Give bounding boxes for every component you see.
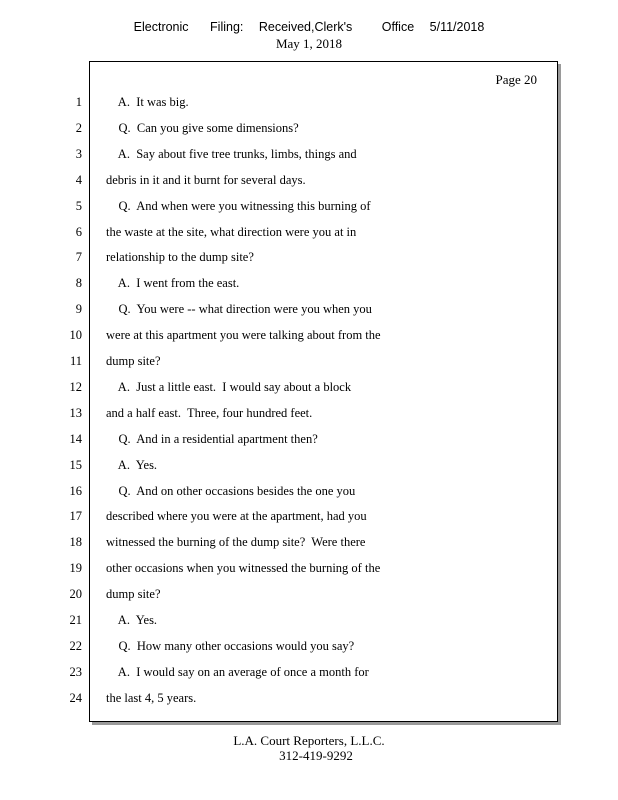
line-number: 10 bbox=[69, 328, 82, 342]
line-number: 2 bbox=[75, 121, 82, 135]
line-number: 21 bbox=[69, 613, 82, 627]
transcript-line: Q. How many other occasions would you say? bbox=[106, 639, 355, 653]
reporter-company: L.A. Court Reporters, L.L.C. bbox=[233, 733, 385, 748]
line-number: 19 bbox=[69, 561, 82, 575]
transcript-line: described where you were at the apartment, had you bbox=[106, 509, 367, 523]
line-number: 18 bbox=[69, 535, 82, 549]
transcript-line: Q. Can you give some dimensions? bbox=[106, 121, 299, 135]
transcript-line: debris in it and it burnt for several days. bbox=[106, 173, 306, 187]
filing-stamp bbox=[0, 20, 618, 35]
line-number: 12 bbox=[69, 380, 82, 394]
transcript-line: A. It was big. bbox=[106, 95, 189, 109]
transcript-line: the waste at the site, what direction were you at in bbox=[106, 225, 357, 239]
transcript-line: relationship to the dump site? bbox=[106, 250, 254, 264]
line-number: 9 bbox=[75, 302, 82, 316]
transcript-line: the last 4, 5 years. bbox=[106, 691, 197, 705]
line-number: 16 bbox=[69, 484, 82, 498]
transcript-line: A. Yes. bbox=[106, 458, 158, 472]
line-number: 7 bbox=[75, 250, 82, 264]
page-number: Page 20 bbox=[495, 72, 537, 87]
line-number: 5 bbox=[75, 199, 82, 213]
line-number: 23 bbox=[69, 665, 82, 679]
transcript-line: Q. You were -- what direction were you when you bbox=[106, 302, 372, 316]
line-number: 14 bbox=[69, 432, 82, 446]
filing-date: 5/11/2018 bbox=[429, 20, 485, 34]
transcript-line: dump site? bbox=[106, 354, 161, 368]
transcript-line: A. I went from the east. bbox=[106, 276, 240, 290]
line-number: 24 bbox=[69, 691, 82, 705]
transcript-line: A. I would say on an average of once a month for bbox=[106, 665, 369, 679]
transcript-line: witnessed the burning of the dump site? Were there bbox=[106, 535, 366, 549]
transcript-line: Q. And on other occasions besides the one you bbox=[106, 484, 356, 498]
reporter-phone: 312-419-9292 bbox=[279, 748, 353, 763]
line-number: 6 bbox=[75, 225, 82, 239]
line-number: 17 bbox=[69, 509, 82, 523]
transcript-line: A. Just a little east. I would say about a block bbox=[106, 380, 352, 394]
transcript-line: were at this apartment you were talking about from the bbox=[106, 328, 381, 342]
filing-word-1: Electronic bbox=[133, 20, 189, 34]
line-number: 3 bbox=[75, 147, 82, 161]
transcript-line: Q. And when were you witnessing this burning of bbox=[106, 199, 371, 213]
transcript-line: A. Say about five tree trunks, limbs, things and bbox=[106, 147, 357, 161]
transcript-line: Q. And in a residential apartment then? bbox=[106, 432, 318, 446]
line-number: 4 bbox=[75, 173, 82, 187]
line-number: 15 bbox=[69, 458, 82, 472]
line-number: 20 bbox=[69, 587, 82, 601]
line-number: 13 bbox=[69, 406, 82, 420]
transcript-line: dump site? bbox=[106, 587, 161, 601]
line-number: 11 bbox=[69, 354, 82, 368]
transcript-line: other occasions when you witnessed the burning of the bbox=[106, 561, 381, 575]
filing-word-3: Received,Clerk's bbox=[258, 20, 353, 34]
line-number: 8 bbox=[75, 276, 82, 290]
transcript-line: A. Yes. bbox=[106, 613, 158, 627]
hearing-date: May 1, 2018 bbox=[275, 36, 343, 51]
transcript-line: and a half east. Three, four hundred feet. bbox=[106, 406, 313, 420]
filing-word-2: Filing: bbox=[210, 20, 244, 34]
line-number: 1 bbox=[75, 95, 82, 109]
filing-word-4: Office bbox=[381, 20, 415, 34]
line-number: 22 bbox=[69, 639, 82, 653]
